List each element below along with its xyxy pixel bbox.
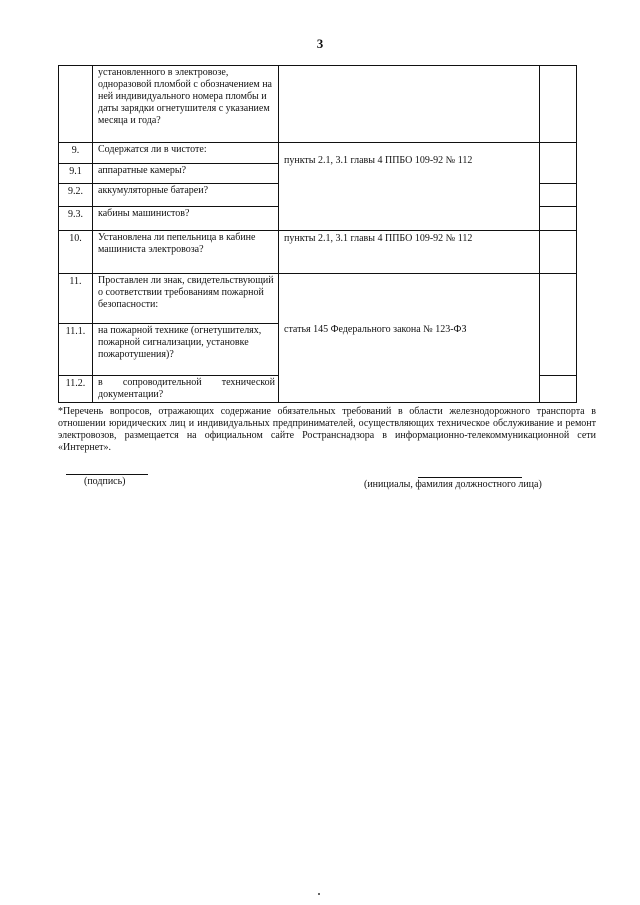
reference-cell: [279, 66, 540, 143]
row-number-cell: 9.2.: [59, 184, 93, 207]
signature-line: [66, 474, 148, 475]
question-cell: на пожарной технике (огнетушителях, пожарной сигнализации, установке пожаротушения)?: [93, 324, 279, 376]
question-cell: аппаратные камеры?: [93, 164, 279, 184]
table-row: [59, 231, 577, 274]
answer-cell: [540, 143, 577, 184]
question-cell: установленного в электровозе, одноразовой пломбой с обозначением на ней индивидуального номера пломбы и даты зарядки огнетушителя с указанием месяца и года?: [93, 66, 279, 143]
answer-cell: [540, 207, 577, 231]
answer-cell: [540, 274, 577, 376]
footnote: *Перечень вопросов, отражающих содержание обязательных требований в области железнодорожного транспорта в отношении юридических лиц и индивидуальных предпринимателей, осуществляющих техническое обслуживание и ремонт электровозов, размещается на официальном сайте Ространснадзора в информационно-телекоммуникационной сети «Интернет».: [58, 406, 596, 453]
row-number-cell: 9.: [59, 143, 93, 164]
answer-cell: [540, 66, 577, 143]
signature-caption: (подпись): [84, 476, 126, 487]
row-number-cell: 9.3.: [59, 207, 93, 231]
reference-cell: статья 145 Федерального закона № 123-ФЗ: [279, 274, 540, 403]
question-cell: Установлена ли пепельница в кабине машиниста электровоза?: [93, 231, 279, 274]
row-number-cell: 11.: [59, 274, 93, 324]
table-row: [59, 274, 577, 324]
reference-cell: пункты 2.1, 3.1 главы 4 ППБО 109-92 № 112: [279, 231, 540, 274]
question-cell: аккумуляторные батареи?: [93, 184, 279, 207]
question-cell: кабины машинистов?: [93, 207, 279, 231]
table-row: [59, 66, 577, 143]
scan-dot: [318, 893, 320, 895]
table-row: [59, 143, 577, 164]
row-number-cell: 11.1.: [59, 324, 93, 376]
reference-cell: пункты 2.1, 3.1 главы 4 ППБО 109-92 № 112: [279, 143, 540, 231]
official-name-caption: (инициалы, фамилия должностного лица): [364, 479, 542, 490]
page-number: 3: [316, 36, 324, 51]
question-line: документации?: [98, 389, 164, 400]
row-number-cell: [59, 66, 93, 143]
answer-cell: [540, 184, 577, 207]
question-cell: Проставлен ли знак, свидетельствующий о соответствии требованиям пожарной безопасности:: [93, 274, 279, 324]
row-number-cell: 10.: [59, 231, 93, 274]
answer-cell: [540, 376, 577, 403]
row-number-cell: 11.2.: [59, 376, 93, 403]
answer-cell: [540, 231, 577, 274]
official-name-line: [418, 477, 522, 478]
question-line: в сопроводительной технической: [98, 377, 275, 388]
row-number-cell: 9.1: [59, 164, 93, 184]
checklist-table: [58, 65, 577, 403]
question-cell: Содержатся ли в чистоте:: [93, 143, 279, 164]
question-cell: [93, 376, 279, 403]
